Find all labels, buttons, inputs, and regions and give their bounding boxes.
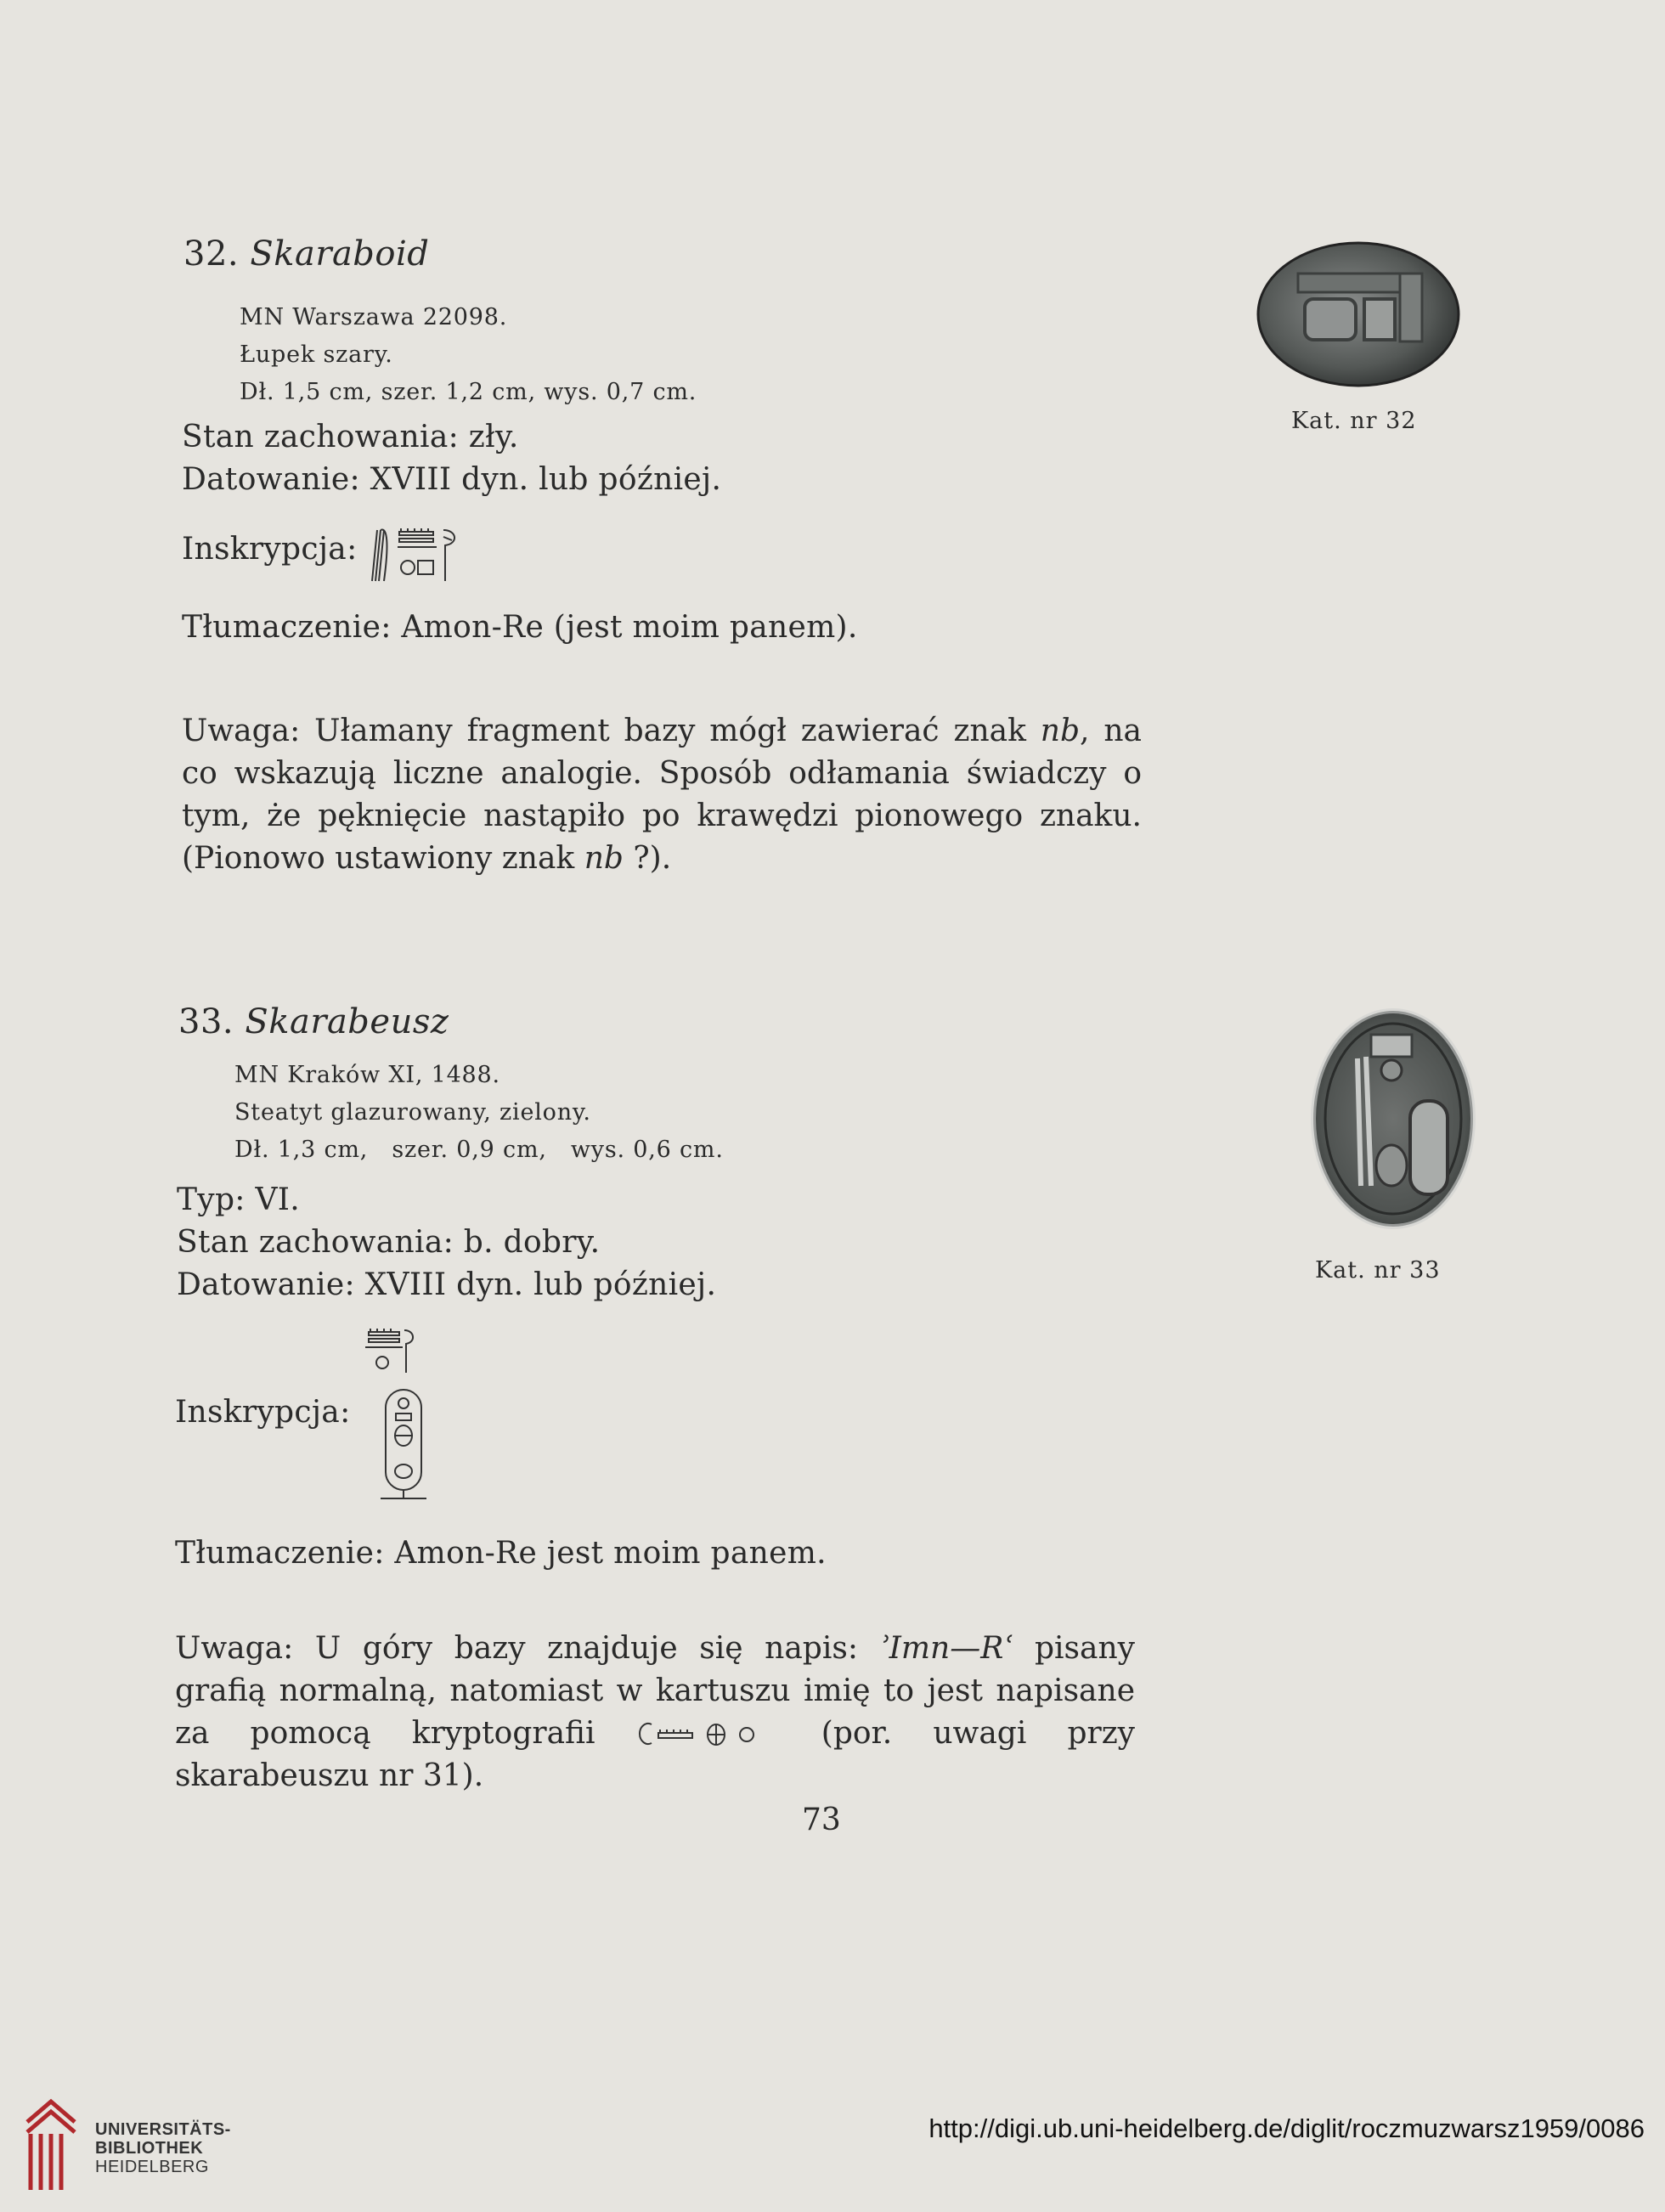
note-text: pisany grafią normalną, natomiast w kartuszu imię to jest napisane za pomocą kryptografii [175, 1631, 1135, 1751]
type-line: Typ: VI. [177, 1182, 301, 1217]
entry-name: Skaraboid [250, 234, 430, 274]
entry-33-title [178, 1002, 449, 1041]
condition-line: Stan zachowania: b. dobry. [177, 1225, 601, 1260]
note-italic: ʾImn—Rʿ [879, 1631, 1013, 1666]
meta-line: MN Kraków XI, 1488. [234, 1062, 500, 1088]
photo-caption-33: Kat. nr 33 [1315, 1257, 1441, 1284]
meta-line: Dł. 1,5 cm, szer. 1,2 cm, wys. 0,7 cm. [240, 379, 697, 405]
hieroglyph-inscription-32 [364, 520, 474, 588]
dating-line: Datowanie: XVIII dyn. lub później. [182, 462, 722, 497]
note-italic: nb [584, 841, 624, 876]
translation-line: Tłumaczenie: Amon-Re jest moim panem. [175, 1536, 827, 1571]
entry-32-meta [240, 299, 697, 411]
hieroglyph-inscription-33 [357, 1325, 450, 1512]
inscription-label: Inskrypcja: [182, 532, 358, 567]
meta-line: Dł. 1,3 cm, szer. 0,9 cm, wys. 0,6 cm. [234, 1137, 724, 1163]
translation-line: Tłumaczenie: Amon-Re (jest moim panem). [182, 610, 858, 645]
entry-33-meta [234, 1057, 724, 1169]
university-library-logo-icon [19, 2096, 82, 2197]
entry-32-title [183, 234, 429, 274]
photo-caption-32: Kat. nr 32 [1291, 408, 1417, 434]
scaraboid-photo [1254, 240, 1463, 389]
entry-33-details [177, 1179, 716, 1306]
note-text: Uwaga: Ułamany fragment bazy mógł zawierać znak [182, 714, 1041, 748]
meta-line: MN Warszawa 22098. [240, 304, 508, 330]
entry-32-details [182, 416, 721, 501]
dating-line: Datowanie: XVIII dyn. lub później. [177, 1267, 717, 1302]
meta-line: Steatyt glazurowany, zielony. [234, 1099, 591, 1126]
meta-line: Łupek szary. [240, 341, 393, 368]
note-text: (por. uwagi przy skarabeuszu nr 31). [175, 1716, 1136, 1793]
cryptography-glyphs [636, 1718, 781, 1748]
note-text: Uwaga: U góry bazy znajduje się napis: [175, 1631, 880, 1666]
logo-line: BIBLIOTHEK [95, 2139, 204, 2158]
scarab-photo [1310, 1007, 1476, 1230]
note-text: ?). [623, 841, 672, 876]
note-italic: nb [1040, 714, 1081, 748]
logo-line: UNIVERSITÄTS- [95, 2120, 231, 2139]
note-text: , na co wskazują liczne analogie. Sposób odłamania świadczy o tym, że pęknięcie nastąpiło po krawędzi pionowego znaku. (Pionowo ustawiony znak [182, 714, 1142, 876]
page-number: 73 [802, 1803, 841, 1837]
entry-number: 32. [183, 234, 240, 274]
note-32 [182, 710, 1142, 880]
entry-name: Skarabeusz [245, 1002, 449, 1041]
library-logo-text [95, 2120, 231, 2176]
inscription-label: Inskrypcja: [175, 1395, 351, 1430]
logo-line: HEIDELBERG [95, 2158, 209, 2176]
note-33 [175, 1628, 1135, 1797]
source-url-link[interactable]: http://digi.ub.uni-heidelberg.de/diglit/roczmuzwarsz1959/0086 [928, 2113, 1645, 2143]
condition-line: Stan zachowania: zły. [182, 420, 519, 454]
entry-number: 33. [178, 1002, 234, 1041]
